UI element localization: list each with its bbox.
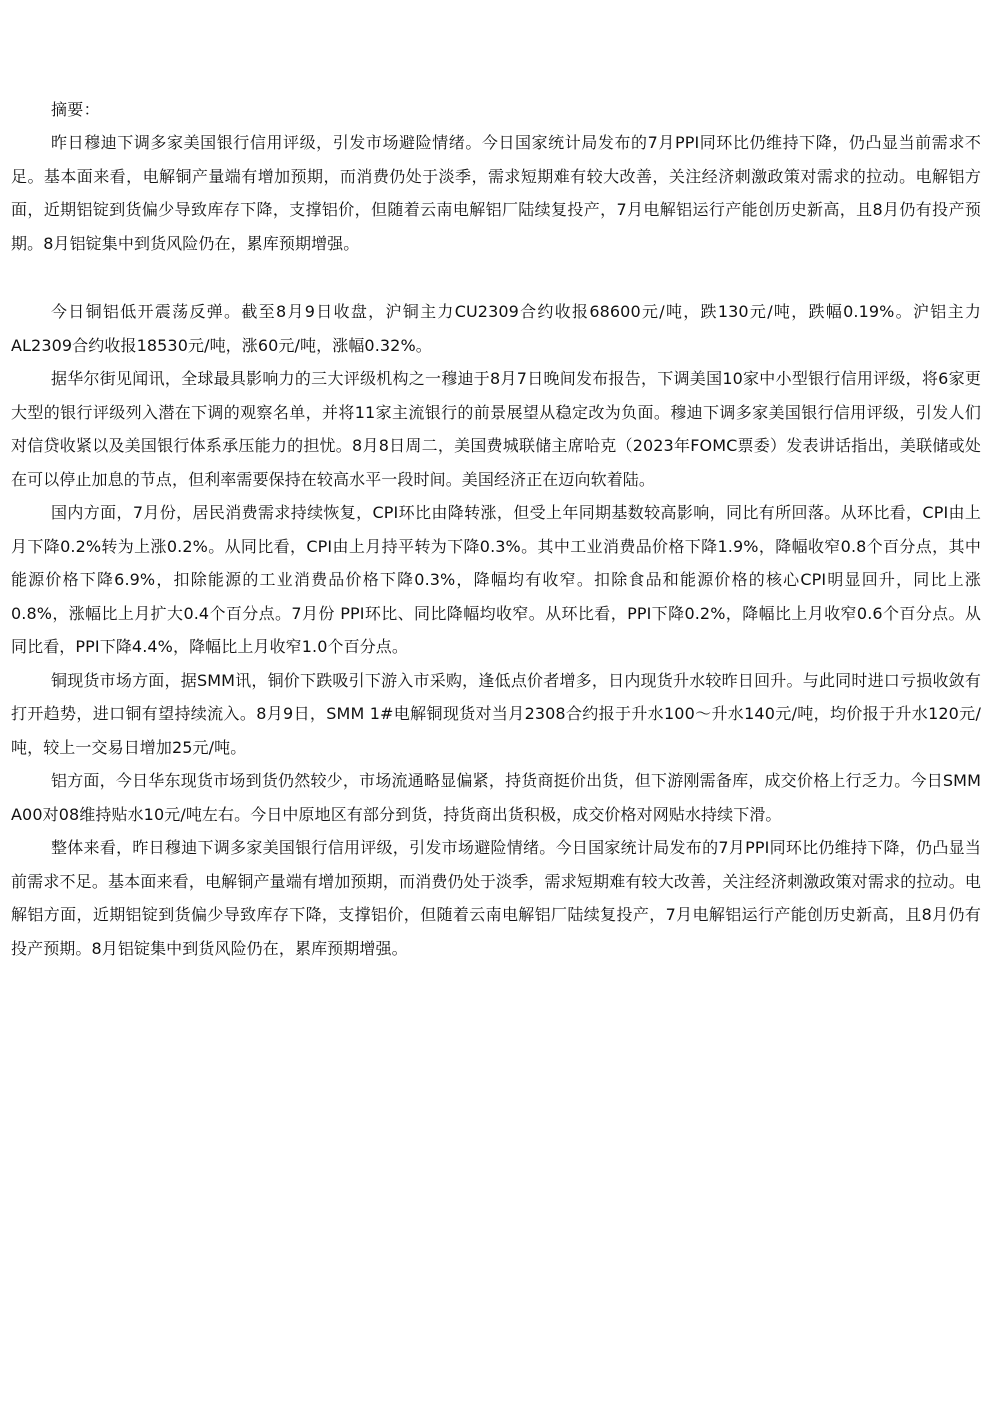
market-close-paragraph: 今日铜铝低开震荡反弹。截至8月9日收盘，沪铜主力CU2309合约收报68600元/吨，跌130元/吨，跌幅0.19%。沪铝主力AL2309合约收报18530元/吨，涨60元/吨，涨幅0.32%。: [11, 302, 981, 355]
overall-outlook-paragraph: 整体来看，昨日穆迪下调多家美国银行信用评级，引发市场避险情绪。今日国家统计局发布的7月PPI同环比仍维持下降，仍凸显当前需求不足。基本面来看，电解铜产量端有增加预期，而消费仍处于淡季，需求短期难有较大改善，关注经济刺激政策对需求的拉动。电解铝方面，近期铝锭到货偏少导致库存下降，支撑铝价，但随着云南电解铝厂陆续复投产，7月电解铝运行产能创历史新高，且8月仍有投产预期。8月铝锭集中到货风险仍在，累库预期增强。: [11, 838, 981, 958]
domestic-cpi-ppi-paragraph: 国内方面，7月份，居民消费需求持续恢复，CPI环比由降转涨，但受上年同期基数较高影响，同比有所回落。从环比看，CPI由上月下降0.2%转为上涨0.2%。从同比看，CPI由上月持平转为下降0.3%。其中工业消费品价格下降1.9%，降幅收窄0.8个百分点，其中能源价格下降6.9%，扣除能源的工业消费品价格下降0.3%，降幅均有收窄。扣除食品和能源价格的核心CPI明显回升，同比上涨0.8%，涨幅比上月扩大0.4个百分点。7月份 PPI环比、同比降幅均收窄。从环比看，PPI下降0.2%，降幅比上月收窄0.6个百分点。从同比看，PPI下降4.4%，降幅比上月收窄1.0个百分点。: [11, 503, 981, 656]
aluminum-spot-paragraph: 铝方面，今日华东现货市场到货仍然较少，市场流通略显偏紧，持货商挺价出货，但下游刚需备库，成交价格上行乏力。今日SMM A00对08维持贴水10元/吨左右。今日中原地区有部分到货，持货商出货积极，成交价格对网贴水持续下滑。: [11, 771, 981, 824]
summary-paragraph: 昨日穆迪下调多家美国银行信用评级，引发市场避险情绪。今日国家统计局发布的7月PPI同环比仍维持下降，仍凸显当前需求不足。基本面来看，电解铜产量端有增加预期，而消费仍处于淡季，需求短期难有较大改善，关注经济刺激政策对需求的拉动。电解铝方面，近期铝锭到货偏少导致库存下降，支撑铝价，但随着云南电解铝厂陆续复投产，7月电解铝运行产能创历史新高，且8月仍有投产预期。8月铝锭集中到货风险仍在，累库预期增强。: [11, 133, 981, 253]
moodys-downgrade-paragraph: 据华尔街见闻讯，全球最具影响力的三大评级机构之一穆迪于8月7日晚间发布报告，下调美国10家中小型银行信用评级，将6家更大型的银行评级列入潜在下调的观察名单，并将11家主流银行的前景展望从稳定改为负面。穆迪下调多家美国银行信用评级，引发人们对信贷收紧以及美国银行体系承压能力的担忧。8月8日周二，美国费城联储主席哈克（2023年FOMC票委）发表讲话指出，美联储或处在可以停止加息的节点，但利率需要保持在较高水平一段时间。美国经济正在迈向软着陆。: [11, 369, 981, 489]
section-gap: [11, 260, 981, 295]
copper-spot-paragraph: 铜现货市场方面，据SMM讯，铜价下跌吸引下游入市采购，逢低点价者增多，日内现货升水较昨日回升。与此同时进口亏损收敛有打开趋势，进口铜有望持续流入。8月9日，SMM 1#电解铜现货对当月2308合约报于升水100～升水140元/吨，均价报于升水120元/吨，较上一交易日增加25元/吨。: [11, 670, 981, 757]
document-page: [11, 96, 981, 965]
summary-heading: 摘要：: [51, 100, 100, 119]
